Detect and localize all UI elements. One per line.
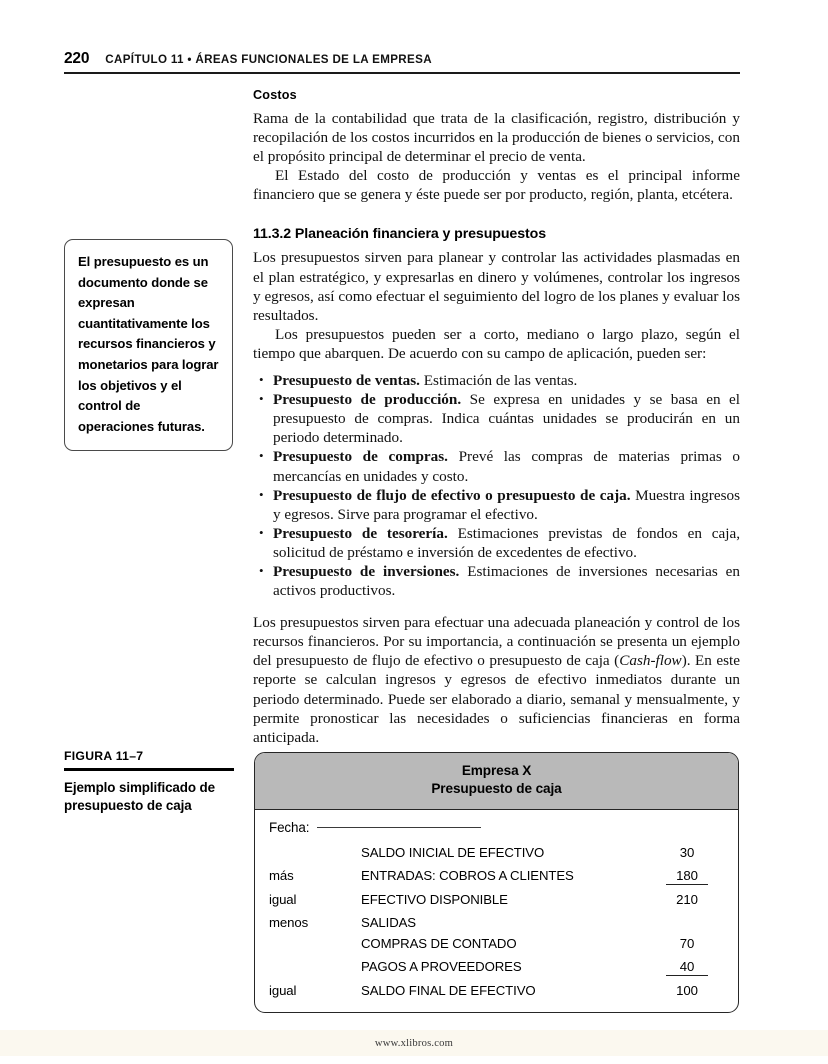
table-cell-description: SALDO FINAL DE EFECTIVO [361,982,536,998]
amount-value: 210 [676,891,698,907]
cash-budget-table [269,842,724,1002]
table-row [269,956,724,980]
chapter-title: CAPÍTULO 11 • ÁREAS FUNCIONALES DE LA EMPRESA [105,53,432,66]
table-cell-amount [650,956,724,980]
table-cell-amount [650,842,724,865]
table-cell-operator [269,933,361,956]
list-item [253,486,740,524]
amount-value: 70 [679,936,695,952]
list-item [253,447,740,485]
table-cell-description: SALDO INICIAL DE EFECTIVO [361,845,545,861]
table-cell-description: EFECTIVO DISPONIBLE [361,891,508,907]
main-text-column [253,88,740,747]
amount-value: 100 [676,982,698,998]
table-cell-operator: menos [269,914,309,930]
planeacion-paragraph-1: Los presupuestos sirven para planear y controlar las actividades plasmadas en el plan estratégico, y expresarlas en dinero y volúmenes, controlar los ingresos y egresos, así como efectuar el seguimiento del logro de los planes y evaluar los resultados. [253,249,740,324]
table-cell-amount [650,980,724,1003]
presupuesto-type-list [253,371,740,600]
callout-text: El presupuesto es un documento donde se expresan cuantitativamente los recursos financieros y monetarios para lograr los objetivos y el control de operaciones futuras. [78,254,219,434]
running-head [64,50,740,68]
closing-text-part-2: ). En este reporte se calculan ingresos y egresos de efectivo inmediatos durante un periodo determinado. Puede ser elaborado a diario, semanal y mensualmente, y permite pronosticar las necesidades o suficiencias financieras en forma anticipada. [253,652,741,746]
amount-value: 40 [666,959,708,976]
list-item-term: Presupuesto de tesorería. [273,524,448,542]
heading-costos: Costos [253,88,297,102]
table-row [269,933,724,956]
fecha-row [269,820,724,835]
list-item-text: Muestra ingresos y egresos. Sirve para programar el efectivo. [273,486,740,523]
list-item-term: Presupuesto de flujo de efectivo o presupuesto de caja. [273,486,631,504]
figure-label: FIGURA 11–7 [64,749,144,763]
table-cell-amount [650,865,724,889]
list-item [253,562,740,600]
table-cell-operator: igual [269,891,297,907]
fecha-blank-line [317,827,481,829]
fecha-label: Fecha: [269,819,310,835]
list-item [253,390,740,447]
table-cell-description: ENTRADAS: COBROS A CLIENTES [361,867,574,883]
table-row [269,865,724,889]
table-cell-description: SALIDAS [361,914,417,930]
closing-italic-term: Cash-flow [619,652,682,670]
table-cell-description: COMPRAS DE CONTADO [361,936,517,952]
footer-url: www.xlibros.com [374,1038,454,1049]
header-rule [64,72,740,74]
heading-planeacion-financiera: 11.3.2 Planeación financiera y presupuestos [253,226,546,243]
list-item-text: Estimación de las ventas. [419,372,578,390]
table-cell-operator: más [269,867,294,883]
table-cell-operator [269,956,361,980]
costos-paragraph-1: Rama de la contabilidad que trata de la clasificación, registro, distribución y recopilación de los costos incurridos en la producción de bienes o servicios, con el propósito principal de determinar el precio de venta. [253,110,740,166]
figure-caption-block [64,749,236,814]
callout-box [64,239,233,451]
table-cell-amount [650,933,724,956]
figure-company-name: Empresa X [461,763,532,778]
figure-caption-rule [64,768,234,771]
figure-report-title: Presupuesto de caja [431,781,562,797]
figure-header-band [255,753,738,810]
table-cell-amount [650,888,724,911]
list-item-text: Prevé las compras de materias primas o mercancías en unidades y costo. [273,448,741,485]
amount-value [666,926,708,927]
figure-box [254,752,739,1013]
amount-value: 30 [679,845,695,861]
figure-caption-text: Ejemplo simplificado de presupuesto de caja [64,780,215,813]
list-item-term: Presupuesto de ventas. [273,372,420,390]
list-item [253,371,740,390]
list-item-text: Estimaciones previstas de fondos en caja, solicitud de préstamo e inversión de excedentes de efectivo. [273,524,740,561]
list-item-text: Se expresa en unidades y se basa en el presupuesto de compras. Indica cuántas unidades se producirán en un periodo determinado. [273,391,740,447]
list-item-term: Presupuesto de inversiones. [273,562,460,580]
list-item-term: Presupuesto de compras. [273,448,448,466]
table-cell-amount [650,911,724,933]
planeacion-paragraph-2: Los presupuestos pueden ser a corto, mediano o largo plazo, según el tiempo que abarquen. De acuerdo con su campo de aplicación, pueden ser: [253,325,740,362]
list-item-text: Estimaciones de inversiones necesarias en activos productivos. [273,562,740,600]
amount-value: 180 [666,868,708,885]
table-cell-description: PAGOS A PROVEEDORES [361,959,522,975]
table-cell-operator: igual [269,982,297,998]
closing-text-part-1: Los presupuestos sirven para efectuar una adecuada planeación y control de los recursos financieros. Por su importancia, a continuación se presenta un ejemplo del presupuesto de flujo de efectivo o presupuesto de caja ( [253,614,740,670]
table-row [269,842,724,865]
costos-paragraph-2: El Estado del costo de producción y ventas es el principal informe financiero que se genera y éste puede ser por producto, región, planta, etcétera. [253,167,740,204]
figure-body [255,810,738,1012]
table-row [269,980,724,1003]
table-cell-operator [269,842,361,865]
page-number: 220 [64,50,90,67]
list-item-term: Presupuesto de producción. [273,391,462,409]
table-row [269,911,724,933]
closing-paragraph [253,613,740,747]
table-row [269,888,724,911]
list-item [253,524,740,562]
